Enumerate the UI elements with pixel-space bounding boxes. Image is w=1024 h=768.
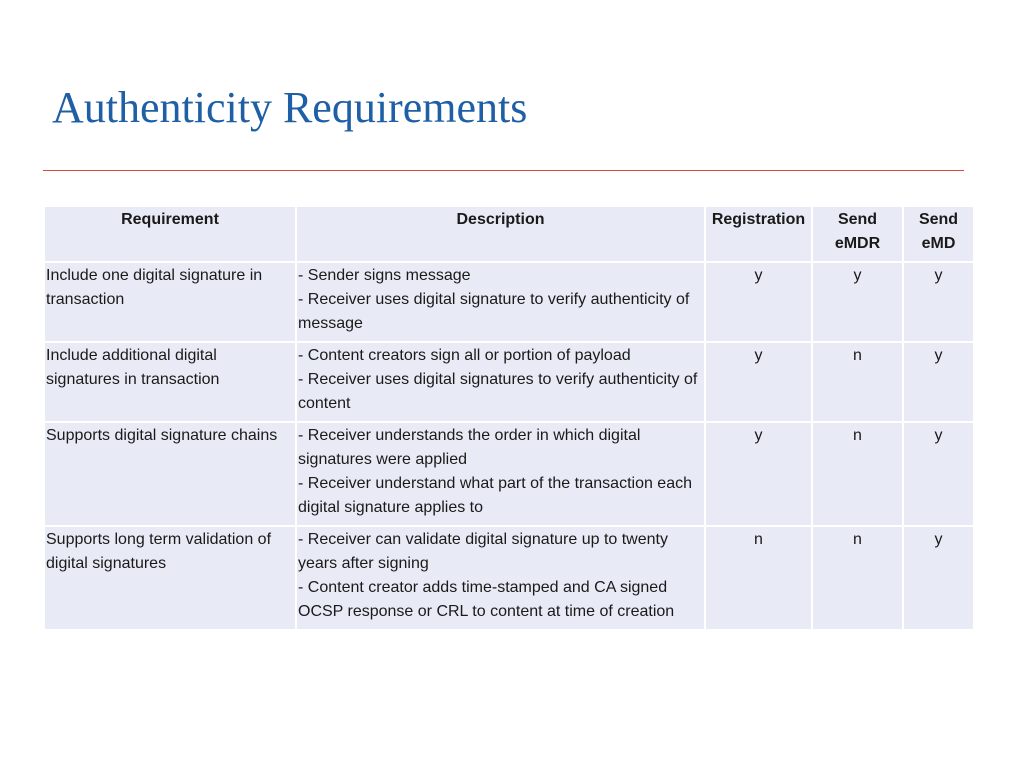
requirement-cell: Supports long term validation of digital signatures [44,526,296,630]
requirements-table [43,205,975,631]
registration-cell: y [705,262,812,342]
send-emd-cell: y [903,342,974,422]
send-emdr-cell: n [812,526,903,630]
registration-cell: y [705,422,812,526]
description-line: - Content creators sign all or portion of payload [298,347,631,364]
send-emdr-cell: y [812,262,903,342]
description-cell [296,262,705,342]
header-requirement: Requirement [44,206,296,262]
description-cell [296,342,705,422]
description-cell [296,526,705,630]
registration-cell: n [705,526,812,630]
header-send-emdr: Send eMDR [812,206,903,262]
header-registration: Registration [705,206,812,262]
title-divider [43,170,964,171]
table-row [44,526,974,630]
table-row [44,262,974,342]
send-emdr-cell: n [812,422,903,526]
send-emd-cell: y [903,262,974,342]
send-emd-cell: y [903,526,974,630]
description-cell [296,422,705,526]
table-row [44,422,974,526]
send-emd-cell: y [903,422,974,526]
description-line: - Content creator adds time-stamped and CA signed OCSP response or CRL to content at time of creation [298,579,675,620]
description-line: - Receiver understand what part of the transaction each digital signature applies to [298,475,692,516]
table-row [44,342,974,422]
description-line: - Receiver uses digital signatures to verify authenticity of content [298,371,698,412]
header-send-emd: Send eMD [903,206,974,262]
send-emdr-cell: n [812,342,903,422]
description-line: - Receiver uses digital signature to verify authenticity of message [298,291,690,332]
requirement-cell: Supports digital signature chains [44,422,296,526]
description-line: - Receiver understands the order in which digital signatures were applied [298,427,641,468]
header-description: Description [296,206,705,262]
description-line: - Sender signs message [298,267,471,284]
requirement-cell: Include one digital signature in transaction [44,262,296,342]
slide-title: Authenticity Requirements [52,83,528,132]
table-header-row [44,206,974,262]
requirement-cell: Include additional digital signatures in transaction [44,342,296,422]
registration-cell: y [705,342,812,422]
description-line: - Receiver can validate digital signature up to twenty years after signing [298,531,668,572]
